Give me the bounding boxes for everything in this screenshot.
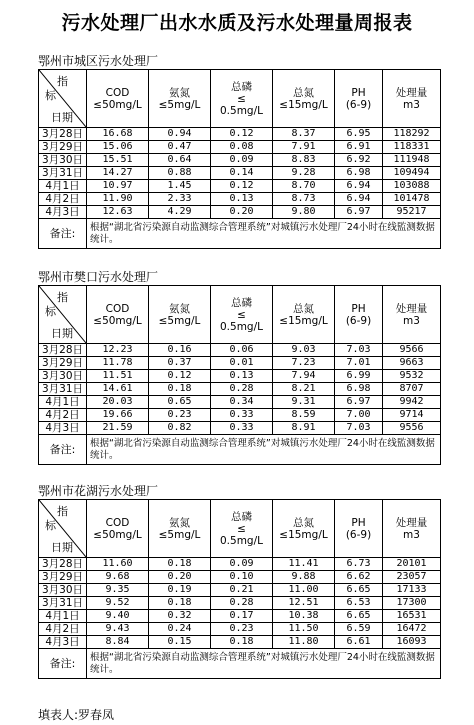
cod-header-line: ≤50mg/L xyxy=(93,98,142,111)
volume-header-line: m3 xyxy=(403,314,420,327)
value-cell: 0.18 xyxy=(149,597,211,610)
value-cell: 7.03 xyxy=(335,344,383,357)
value-cell: 0.88 xyxy=(149,167,211,180)
phosphorus-header xyxy=(211,286,273,344)
cod-header-line: ≤50mg/L xyxy=(93,314,142,327)
value-cell: 15.51 xyxy=(87,154,149,167)
ammonia-header xyxy=(149,70,211,128)
value-cell: 118292 xyxy=(383,128,441,141)
date-cell: 4月3日 xyxy=(39,636,87,649)
value-cell: 7.00 xyxy=(335,409,383,422)
ammonia-header-line: ≤5mg/L xyxy=(158,528,201,541)
date-cell: 3月29日 xyxy=(39,141,87,154)
value-cell: 0.08 xyxy=(211,141,273,154)
value-cell: 6.59 xyxy=(335,623,383,636)
table-row xyxy=(39,193,441,206)
phosphorus-header-line: 0.5mg/L xyxy=(220,104,263,117)
note-text: 根据“湖北省污染源自动监测综合管理系统”对城镇污水处理厂24小时在线監测数据统计。 xyxy=(87,219,441,249)
value-cell: 2.33 xyxy=(149,193,211,206)
value-cell: 8.73 xyxy=(273,193,335,206)
value-cell: 19.66 xyxy=(87,409,149,422)
date-cell: 3月28日 xyxy=(39,344,87,357)
value-cell: 0.65 xyxy=(149,396,211,409)
cod-header xyxy=(87,70,149,128)
value-cell: 12.23 xyxy=(87,344,149,357)
date-cell: 3月29日 xyxy=(39,357,87,370)
ammonia-header-line: 氨氮 xyxy=(169,86,190,99)
table-row xyxy=(39,571,441,584)
ammonia-header-line: 氨氮 xyxy=(169,516,190,529)
corner-bottom: 日期 xyxy=(51,111,73,124)
date-cell: 3月28日 xyxy=(39,128,87,141)
value-cell: 8.21 xyxy=(273,383,335,396)
table-row xyxy=(39,396,441,409)
table-row xyxy=(39,180,441,193)
value-cell: 0.33 xyxy=(211,422,273,435)
nitrogen-header-line: ≤15mg/L xyxy=(279,528,328,541)
value-cell: 16531 xyxy=(383,610,441,623)
table-row xyxy=(39,623,441,636)
value-cell: 10.97 xyxy=(87,180,149,193)
date-cell: 3月30日 xyxy=(39,584,87,597)
value-cell: 11.50 xyxy=(273,623,335,636)
value-cell: 0.33 xyxy=(211,409,273,422)
date-cell: 3月31日 xyxy=(39,167,87,180)
phosphorus-header xyxy=(211,70,273,128)
value-cell: 7.91 xyxy=(273,141,335,154)
phosphorus-header-line: 总磷 xyxy=(231,80,252,93)
value-cell: 6.65 xyxy=(335,584,383,597)
value-cell: 4.29 xyxy=(149,206,211,219)
ph-header-line: PH xyxy=(351,302,366,315)
value-cell: 9663 xyxy=(383,357,441,370)
corner-header xyxy=(39,70,87,128)
phosphorus-header-line: 0.5mg/L xyxy=(220,534,263,547)
note-text: 根据“湖北省污染源自动监测综合管理系统”对城镇污水处理厂24小时在线監测数据统计。 xyxy=(87,435,441,465)
table-row xyxy=(39,409,441,422)
value-cell: 9556 xyxy=(383,422,441,435)
cod-header-line: COD xyxy=(105,86,130,99)
quality-table xyxy=(38,499,441,679)
value-cell: 6.53 xyxy=(335,597,383,610)
table-row xyxy=(39,357,441,370)
value-cell: 6.94 xyxy=(335,180,383,193)
volume-header-line: 处理量 xyxy=(395,516,428,529)
ammonia-header xyxy=(149,286,211,344)
value-cell: 8.59 xyxy=(273,409,335,422)
quality-table xyxy=(38,69,441,249)
value-cell: 9714 xyxy=(383,409,441,422)
ammonia-header-line: 氨氮 xyxy=(169,302,190,315)
note-label: 备注: xyxy=(39,649,87,679)
value-cell: 0.37 xyxy=(149,357,211,370)
date-cell: 3月31日 xyxy=(39,383,87,396)
volume-header-line: 处理量 xyxy=(395,302,428,315)
value-cell: 0.47 xyxy=(149,141,211,154)
phosphorus-header-line: ≤ xyxy=(237,308,246,321)
ph-header-line: (6-9) xyxy=(345,98,372,111)
phosphorus-header-line: ≤ xyxy=(237,92,246,105)
filler-name: 罗春凤 xyxy=(78,708,115,722)
value-cell: 16472 xyxy=(383,623,441,636)
value-cell: 8.70 xyxy=(273,180,335,193)
value-cell: 8.83 xyxy=(273,154,335,167)
value-cell: 11.78 xyxy=(87,357,149,370)
ammonia-header xyxy=(149,500,211,558)
value-cell: 7.23 xyxy=(273,357,335,370)
date-cell: 3月30日 xyxy=(39,154,87,167)
table-row xyxy=(39,344,441,357)
nitrogen-header-line: ≤15mg/L xyxy=(279,314,328,327)
value-cell: 9.40 xyxy=(87,610,149,623)
value-cell: 11.80 xyxy=(273,636,335,649)
corner-bottom: 日期 xyxy=(51,327,73,340)
note-label: 备注: xyxy=(39,219,87,249)
value-cell: 6.62 xyxy=(335,571,383,584)
value-cell: 0.09 xyxy=(211,558,273,571)
value-cell: 11.41 xyxy=(273,558,335,571)
table-row xyxy=(39,154,441,167)
ammonia-header-line: ≤5mg/L xyxy=(158,98,201,111)
value-cell: 9.28 xyxy=(273,167,335,180)
table-row xyxy=(39,636,441,649)
value-cell: 9.68 xyxy=(87,571,149,584)
value-cell: 0.06 xyxy=(211,344,273,357)
table-row xyxy=(39,597,441,610)
value-cell: 17133 xyxy=(383,584,441,597)
phosphorus-header xyxy=(211,500,273,558)
value-cell: 9.80 xyxy=(273,206,335,219)
value-cell: 8707 xyxy=(383,383,441,396)
date-cell: 4月1日 xyxy=(39,180,87,193)
nitrogen-header xyxy=(273,70,335,128)
value-cell: 111948 xyxy=(383,154,441,167)
value-cell: 0.12 xyxy=(149,370,211,383)
value-cell: 0.23 xyxy=(211,623,273,636)
value-cell: 0.13 xyxy=(211,193,273,206)
date-cell: 4月2日 xyxy=(39,623,87,636)
value-cell: 6.97 xyxy=(335,206,383,219)
plant-name: 鄂州市城区污水处理厂 xyxy=(38,54,159,68)
ph-header-line: PH xyxy=(351,516,366,529)
value-cell: 20.03 xyxy=(87,396,149,409)
note-text: 根据“湖北省污染源自动监测综合管理系统”对城镇污水处理厂24小时在线監测数据统计。 xyxy=(87,649,441,679)
value-cell: 0.21 xyxy=(211,584,273,597)
corner-header xyxy=(39,286,87,344)
table-row xyxy=(39,141,441,154)
value-cell: 0.18 xyxy=(149,383,211,396)
volume-header xyxy=(383,70,441,128)
value-cell: 8.84 xyxy=(87,636,149,649)
table-row xyxy=(39,167,441,180)
phosphorus-header-line: 总磷 xyxy=(231,510,252,523)
table-row xyxy=(39,370,441,383)
value-cell: 16.68 xyxy=(87,128,149,141)
note-label: 备注: xyxy=(39,435,87,465)
corner-top: 指 xyxy=(57,505,68,518)
value-cell: 0.94 xyxy=(149,128,211,141)
value-cell: 0.10 xyxy=(211,571,273,584)
date-cell: 4月1日 xyxy=(39,396,87,409)
value-cell: 0.24 xyxy=(149,623,211,636)
value-cell: 6.65 xyxy=(335,610,383,623)
value-cell: 0.28 xyxy=(211,597,273,610)
value-cell: 11.90 xyxy=(87,193,149,206)
value-cell: 0.34 xyxy=(211,396,273,409)
value-cell: 6.91 xyxy=(335,141,383,154)
volume-header xyxy=(383,500,441,558)
value-cell: 6.97 xyxy=(335,396,383,409)
corner-top: 指 xyxy=(57,75,68,88)
ph-header-line: PH xyxy=(351,86,366,99)
value-cell: 14.27 xyxy=(87,167,149,180)
corner-header xyxy=(39,500,87,558)
value-cell: 0.09 xyxy=(211,154,273,167)
date-cell: 4月2日 xyxy=(39,193,87,206)
value-cell: 103088 xyxy=(383,180,441,193)
value-cell: 12.63 xyxy=(87,206,149,219)
value-cell: 9.52 xyxy=(87,597,149,610)
phosphorus-header-line: ≤ xyxy=(237,522,246,535)
value-cell: 11.00 xyxy=(273,584,335,597)
value-cell: 0.23 xyxy=(149,409,211,422)
nitrogen-header xyxy=(273,286,335,344)
value-cell: 6.98 xyxy=(335,167,383,180)
value-cell: 21.59 xyxy=(87,422,149,435)
value-cell: 15.06 xyxy=(87,141,149,154)
value-cell: 95217 xyxy=(383,206,441,219)
value-cell: 9942 xyxy=(383,396,441,409)
value-cell: 8.91 xyxy=(273,422,335,435)
volume-header-line: m3 xyxy=(403,528,420,541)
value-cell: 6.95 xyxy=(335,128,383,141)
value-cell: 6.61 xyxy=(335,636,383,649)
plant-name: 鄂州市花湖污水处理厂 xyxy=(38,484,159,498)
cod-header xyxy=(87,286,149,344)
value-cell: 0.28 xyxy=(211,383,273,396)
nitrogen-header xyxy=(273,500,335,558)
value-cell: 0.14 xyxy=(211,167,273,180)
value-cell: 14.61 xyxy=(87,383,149,396)
table-row xyxy=(39,584,441,597)
table-row xyxy=(39,206,441,219)
value-cell: 0.82 xyxy=(149,422,211,435)
value-cell: 23057 xyxy=(383,571,441,584)
value-cell: 9.35 xyxy=(87,584,149,597)
cod-header-line: COD xyxy=(105,516,130,529)
value-cell: 0.18 xyxy=(211,636,273,649)
value-cell: 0.01 xyxy=(211,357,273,370)
value-cell: 17300 xyxy=(383,597,441,610)
value-cell: 0.15 xyxy=(149,636,211,649)
value-cell: 6.98 xyxy=(335,383,383,396)
ph-header-line: (6-9) xyxy=(345,314,372,327)
table-row xyxy=(39,128,441,141)
table-row xyxy=(39,558,441,571)
corner-mid: 标 xyxy=(45,519,56,532)
ph-header xyxy=(335,500,383,558)
date-cell: 3月28日 xyxy=(39,558,87,571)
phosphorus-header-line: 0.5mg/L xyxy=(220,320,263,333)
value-cell: 9.03 xyxy=(273,344,335,357)
nitrogen-header-line: ≤15mg/L xyxy=(279,98,328,111)
value-cell: 0.12 xyxy=(211,128,273,141)
date-cell: 4月3日 xyxy=(39,206,87,219)
corner-bottom: 日期 xyxy=(51,541,73,554)
value-cell: 11.60 xyxy=(87,558,149,571)
table-row xyxy=(39,383,441,396)
value-cell: 7.03 xyxy=(335,422,383,435)
value-cell: 0.18 xyxy=(149,558,211,571)
value-cell: 7.01 xyxy=(335,357,383,370)
date-cell: 3月31日 xyxy=(39,597,87,610)
date-cell: 4月2日 xyxy=(39,409,87,422)
value-cell: 9.31 xyxy=(273,396,335,409)
volume-header-line: m3 xyxy=(403,98,420,111)
ph-header-line: (6-9) xyxy=(345,528,372,541)
value-cell: 6.94 xyxy=(335,193,383,206)
phosphorus-header-line: 总磷 xyxy=(231,296,252,309)
filler-line xyxy=(38,706,114,723)
date-cell: 4月3日 xyxy=(39,422,87,435)
value-cell: 101478 xyxy=(383,193,441,206)
nitrogen-header-line: 总氮 xyxy=(293,86,314,99)
value-cell: 20101 xyxy=(383,558,441,571)
value-cell: 6.73 xyxy=(335,558,383,571)
filler-label: 填表人: xyxy=(38,708,79,722)
value-cell: 0.12 xyxy=(211,180,273,193)
value-cell: 12.51 xyxy=(273,597,335,610)
value-cell: 9532 xyxy=(383,370,441,383)
corner-top: 指 xyxy=(57,291,68,304)
table-row xyxy=(39,422,441,435)
quality-table xyxy=(38,285,441,465)
nitrogen-header-line: 总氮 xyxy=(293,516,314,529)
value-cell: 9.43 xyxy=(87,623,149,636)
value-cell: 6.99 xyxy=(335,370,383,383)
cod-header-line: ≤50mg/L xyxy=(93,528,142,541)
value-cell: 10.38 xyxy=(273,610,335,623)
value-cell: 0.16 xyxy=(149,344,211,357)
report-title: 污水处理厂出水水质及污水处理量周报表 xyxy=(61,12,413,34)
corner-mid: 标 xyxy=(45,305,56,318)
value-cell: 16093 xyxy=(383,636,441,649)
corner-mid: 标 xyxy=(45,89,56,102)
date-cell: 4月1日 xyxy=(39,610,87,623)
value-cell: 1.45 xyxy=(149,180,211,193)
value-cell: 0.13 xyxy=(211,370,273,383)
value-cell: 9566 xyxy=(383,344,441,357)
volume-header-line: 处理量 xyxy=(395,86,428,99)
ph-header xyxy=(335,286,383,344)
plant-name: 鄂州市樊口污水处理厂 xyxy=(38,270,159,284)
table-row xyxy=(39,610,441,623)
value-cell: 9.88 xyxy=(273,571,335,584)
value-cell: 0.32 xyxy=(149,610,211,623)
value-cell: 0.20 xyxy=(211,206,273,219)
value-cell: 6.92 xyxy=(335,154,383,167)
cod-header-line: COD xyxy=(105,302,130,315)
nitrogen-header-line: 总氮 xyxy=(293,302,314,315)
value-cell: 7.94 xyxy=(273,370,335,383)
value-cell: 8.37 xyxy=(273,128,335,141)
value-cell: 0.20 xyxy=(149,571,211,584)
value-cell: 109494 xyxy=(383,167,441,180)
value-cell: 11.51 xyxy=(87,370,149,383)
ph-header xyxy=(335,70,383,128)
volume-header xyxy=(383,286,441,344)
ammonia-header-line: ≤5mg/L xyxy=(158,314,201,327)
cod-header xyxy=(87,500,149,558)
value-cell: 0.64 xyxy=(149,154,211,167)
value-cell: 0.17 xyxy=(211,610,273,623)
value-cell: 0.19 xyxy=(149,584,211,597)
value-cell: 118331 xyxy=(383,141,441,154)
date-cell: 3月30日 xyxy=(39,370,87,383)
date-cell: 3月29日 xyxy=(39,571,87,584)
